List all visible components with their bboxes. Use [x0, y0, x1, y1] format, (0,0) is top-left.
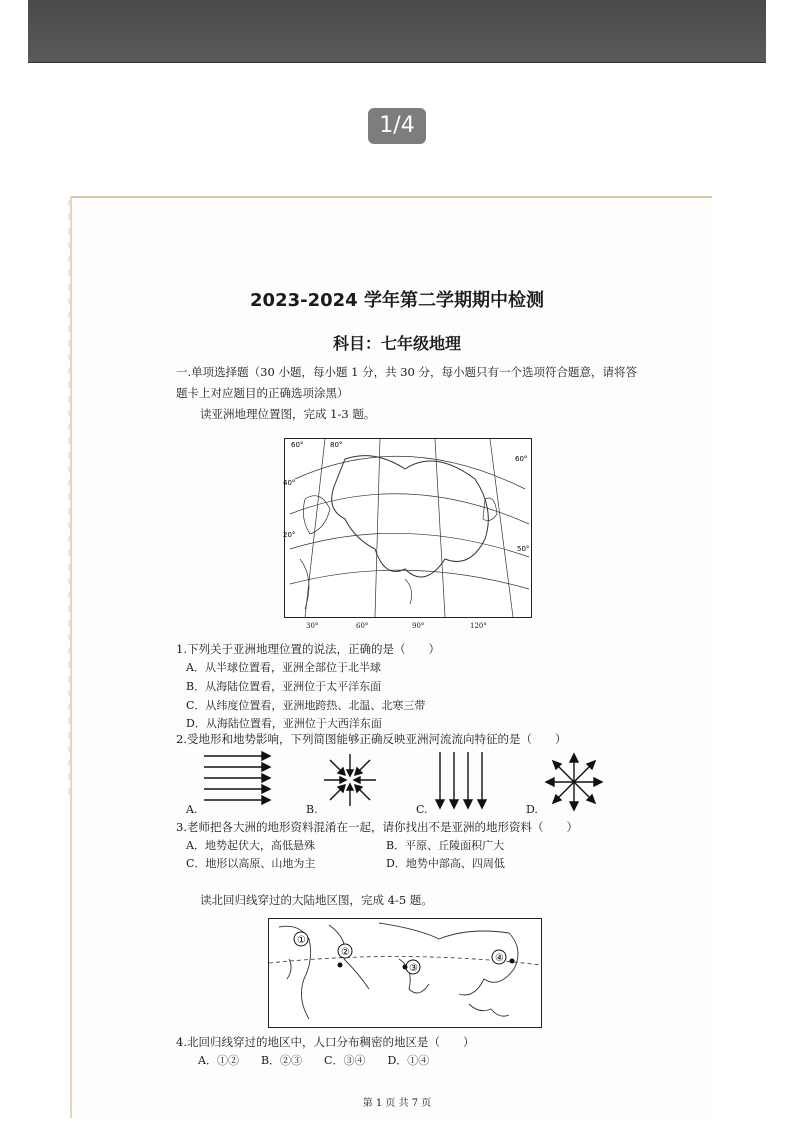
q2-label-d: D.	[526, 803, 538, 816]
map2-marker-2: ②	[341, 947, 350, 958]
map1-label-lon60-top: 60°	[291, 441, 304, 449]
q2-diagram-d	[544, 752, 604, 812]
q1-option-c: C．从纬度位置看，亚洲地跨热、北温、北寒三带	[186, 699, 426, 712]
q3-option-c: C．地形以高原、山地为主	[186, 857, 316, 870]
section1-instructions-line1: 一.单项选择题（30 小题，每小题 1 分，共 30 分，每小题只有一个选项符合题意，请将答	[176, 365, 638, 379]
page-indicator[interactable]: 1/4	[368, 108, 426, 144]
q2-stem: 2.受地形和地势影响，下列简图能够正确反映亚洲河流流向特征的是（ ）	[176, 732, 567, 746]
map2-marker-3: ③	[409, 963, 418, 974]
map2-marker-1: ①	[297, 935, 306, 946]
q2-label-a: A.	[186, 803, 198, 816]
map2-marker-4: ④	[495, 953, 504, 964]
intro-q4-5: 读北回归线穿过的大陆地区图，完成 4-5 题。	[200, 893, 433, 907]
q2-label-b: B.	[306, 803, 318, 816]
q2-label-c: C.	[416, 803, 428, 816]
q2-diagram-a	[200, 750, 272, 808]
map1-label-lon60: 60°	[356, 622, 369, 630]
intro-q1-3: 读亚洲地理位置图，完成 1-3 题。	[200, 407, 376, 421]
q1-stem: 1.下列关于亚洲地理位置的说法，正确的是（ ）	[176, 642, 440, 656]
map1-label-lon120: 120°	[470, 622, 487, 630]
page-footer: 第 1 页 共 7 页	[362, 1098, 432, 1109]
asia-location-map	[284, 438, 532, 618]
map1-label-lat60: 60°	[515, 455, 528, 463]
q4-options: A．①② B．②③ C．③④ D．①④	[198, 1054, 430, 1067]
map1-label-lon80-top: 80°	[330, 441, 343, 449]
q1-option-b: B．从海陆位置看，亚洲位于太平洋东面	[186, 680, 382, 693]
q3-option-a: A．地势起伏大，高低悬殊	[186, 839, 315, 852]
q4-stem: 4.北回归线穿过的地区中，人口分布稠密的地区是（ ）	[176, 1035, 475, 1049]
q1-option-d: D．从海陆位置看，亚洲位于大西洋东面	[186, 717, 382, 730]
map1-label-lat40: 40°	[283, 479, 296, 487]
viewer-toolbar	[28, 0, 766, 63]
section1-instructions-line2: 题卡上对应题目的正确选项涂黑）	[176, 386, 349, 400]
map1-label-lat50: 50°	[517, 545, 530, 553]
q2-diagram-b	[322, 752, 378, 808]
q3-stem: 3.老师把各大洲的地形资料混淆在一起，请你找出不是亚洲的地形资料（ ）	[176, 820, 578, 834]
exam-subject: 科目：七年级地理	[332, 334, 461, 353]
map1-label-lon90: 90°	[412, 622, 425, 630]
exam-title: 2023-2024 学年第二学期期中检测	[250, 290, 544, 311]
map1-label-lon30: 30°	[306, 622, 319, 630]
map1-label-lat20: 20°	[283, 531, 296, 539]
q3-option-b: B．平原、丘陵面积广大	[386, 839, 505, 852]
q1-option-a: A．从半球位置看，亚洲全部位于北半球	[186, 661, 381, 674]
q3-option-d: D．地势中部高、四周低	[386, 857, 505, 870]
tropic-of-cancer-map	[268, 918, 542, 1028]
q2-diagram-c	[434, 750, 490, 810]
